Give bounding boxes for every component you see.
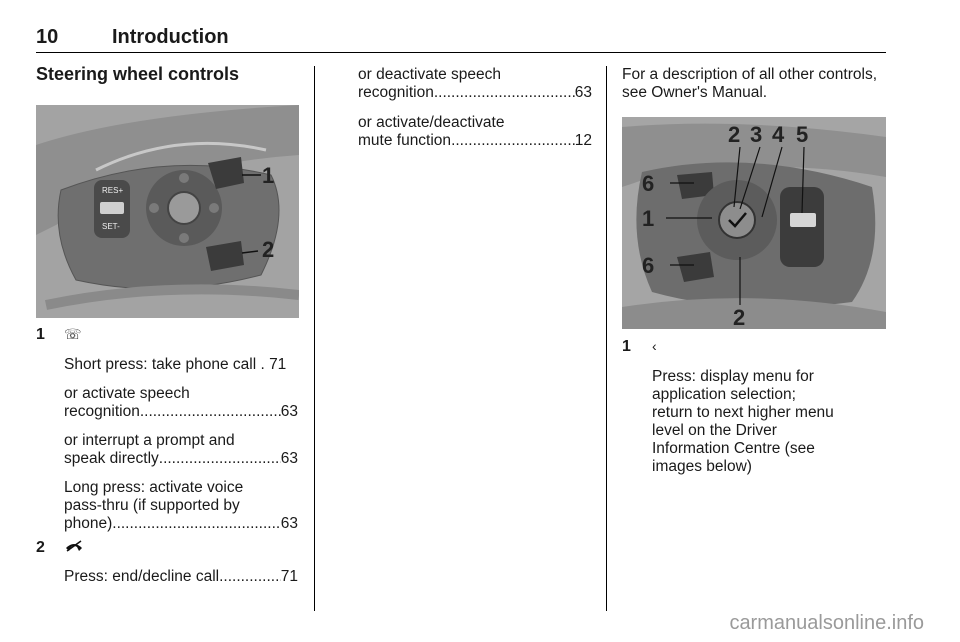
entry-take-call: Short press: take phone call . 71 bbox=[64, 356, 287, 373]
right-item-1-number: 1 bbox=[622, 338, 631, 355]
entry-deactivate-speech: or deactivate speech recognition ..... 63 bbox=[358, 66, 592, 102]
page-number: 10 bbox=[36, 26, 59, 48]
steering-wheel-right-photo bbox=[622, 117, 886, 329]
section-title: Steering wheel controls bbox=[36, 64, 240, 84]
right-item-1-description: Press: display menu for application selection; return to next higher menu level on the Driver Information Centre (see images below) bbox=[652, 368, 834, 475]
callout-2-bottom: 2 bbox=[733, 305, 746, 329]
chevron-left-icon: ‹ bbox=[652, 338, 657, 354]
callout-1-right: 1 bbox=[642, 206, 655, 231]
header-divider bbox=[36, 52, 886, 53]
callout-2: 2 bbox=[262, 237, 275, 262]
item-1-number: 1 bbox=[36, 326, 45, 343]
watermark: carmanualsonline.info bbox=[729, 612, 924, 634]
callout-5: 5 bbox=[796, 122, 809, 147]
column-divider-right bbox=[606, 66, 607, 611]
callout-6-bottom: 6 bbox=[642, 253, 655, 278]
entry-mute-function: or activate/deactivate mute function ..... 12 bbox=[358, 114, 592, 150]
entry-interrupt-prompt: or interrupt a prompt and speak directly ..... 63 bbox=[64, 432, 298, 468]
entry-end-call: Press: end/decline call ..... 71 bbox=[64, 568, 298, 586]
steering-wheel-left-photo bbox=[36, 105, 299, 318]
entry-voice-passthru: Long press: activate voice pass-thru (if supported by phone) ..... 63 bbox=[64, 479, 298, 533]
column-divider-left bbox=[314, 66, 315, 611]
chapter-title: Introduction bbox=[112, 26, 229, 48]
entry-activate-speech: or activate speech recognition ..... 63 bbox=[64, 385, 298, 421]
set-minus-label: SET- bbox=[102, 222, 120, 231]
callout-6-top: 6 bbox=[642, 171, 655, 196]
item-2-number: 2 bbox=[36, 539, 45, 556]
callout-4: 4 bbox=[772, 122, 785, 147]
callout-3: 3 bbox=[750, 122, 763, 147]
end-call-icon bbox=[64, 539, 84, 555]
intro-text: For a description of all other controls, see Owner's Manual. bbox=[622, 66, 878, 101]
callout-2-top: 2 bbox=[728, 122, 741, 147]
res-plus-label: RES+ bbox=[102, 186, 124, 195]
phone-voice-icon: ☏ bbox=[64, 326, 82, 342]
callout-1: 1 bbox=[262, 163, 275, 188]
